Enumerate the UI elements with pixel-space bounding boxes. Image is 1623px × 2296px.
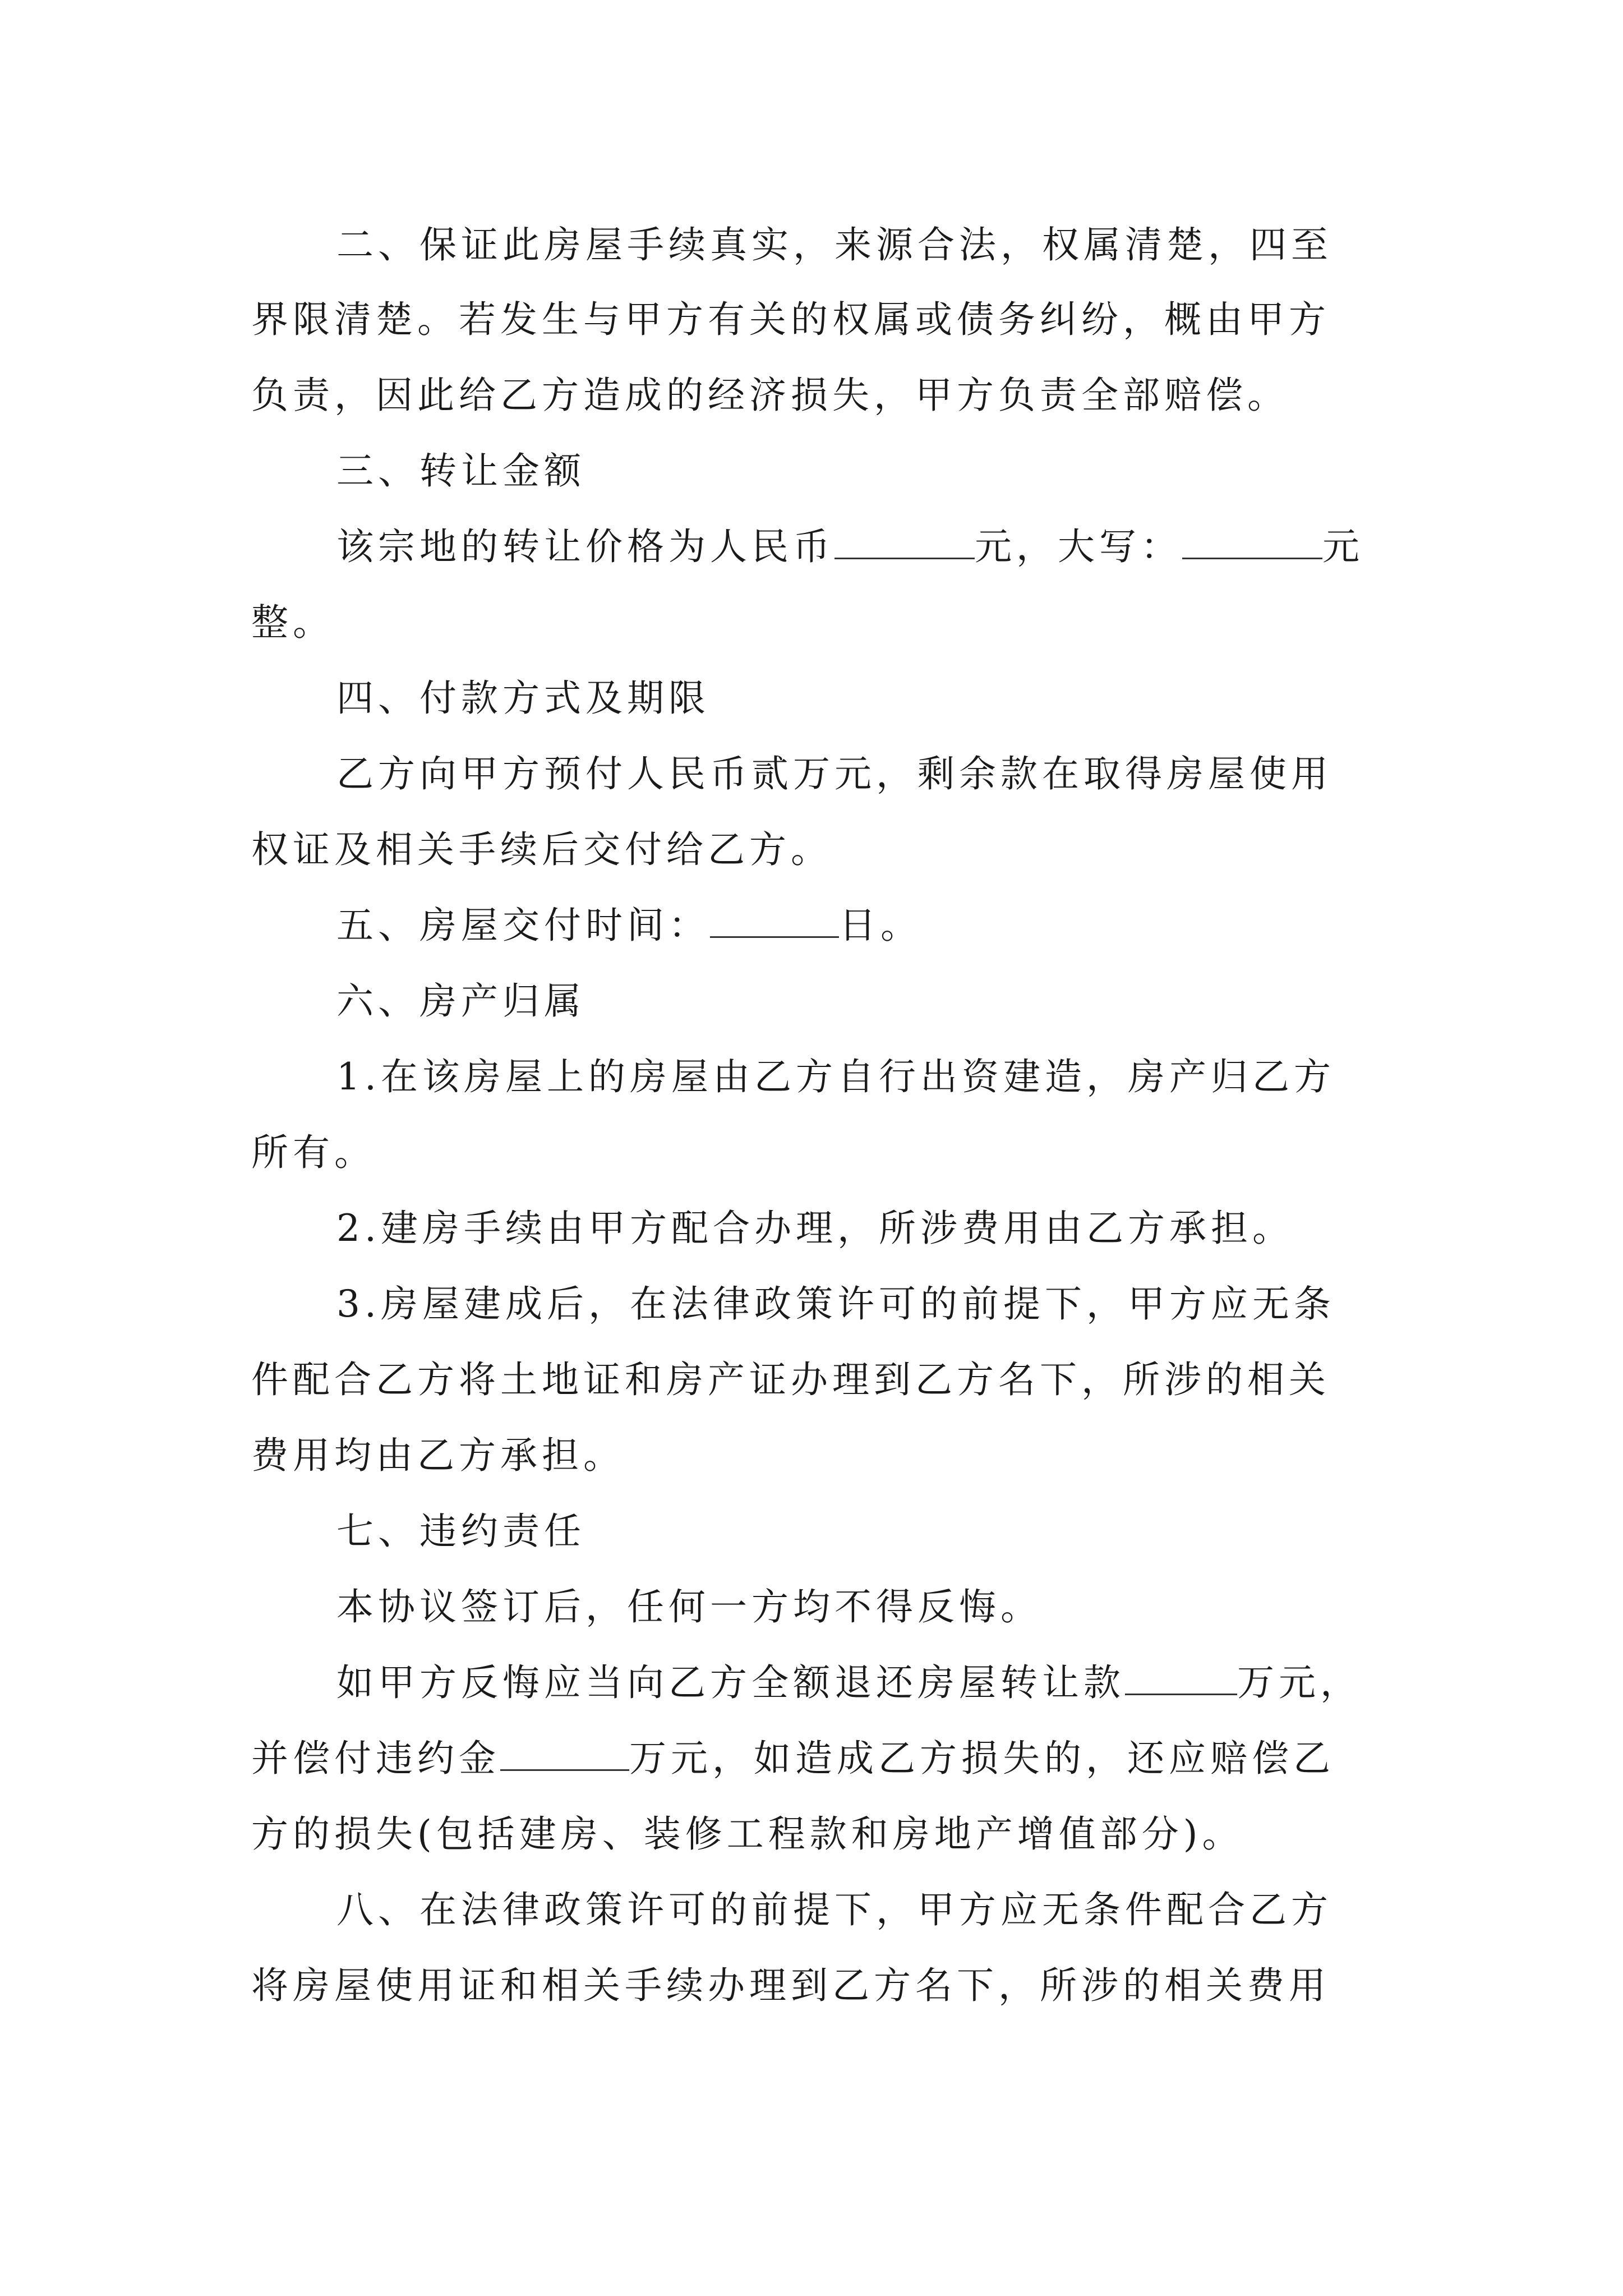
item-3-line-2 [0,1355,1623,1405]
text: 元 [1322,525,1364,568]
item-3-line-1 [0,1279,1623,1329]
text: 四、付款方式及期限 [336,677,710,720]
text: 乙方向甲方预付人民币贰万元，剩余款在取得房屋使用 [336,752,1332,795]
text: 所有。 [251,1131,376,1174]
item-1-line-1 [0,1052,1623,1102]
text: 并偿付违约金 [251,1737,500,1780]
text: 八、在法律政策许可的前提下，甲方应无条件配合乙方 [336,1888,1332,1931]
text: 七、违约责任 [336,1510,585,1553]
breach-line-2 [0,1733,1623,1784]
clause-2-line-3 [0,370,1623,421]
section-8-line-2 [0,1961,1623,2011]
payment-line-1 [0,749,1623,799]
text: 该宗地的转让价格为人民币 [336,525,834,568]
text: 二、保证此房屋手续真实，来源合法，权属清楚，四至 [336,223,1332,266]
section-5-delivery [0,900,1623,951]
text: 权证及相关手续后交付给乙方。 [251,828,832,871]
text: 日。 [839,904,922,947]
text: 整。 [251,601,334,644]
text: 方的损失(包括建房、装修工程款和房地产增值部分)。 [251,1812,1244,1856]
text: 费用均由乙方承担。 [251,1434,625,1477]
delivery-date-blank [710,903,839,938]
refund-amount-blank [1125,1660,1237,1695]
item-3-line-3 [0,1430,1623,1481]
transfer-price-line-2 [0,597,1623,648]
text: 负责，因此给乙方造成的经济损失，甲方负责全部赔偿。 [251,374,1289,417]
price-words-blank [1182,524,1322,559]
section-6-heading [0,976,1623,1027]
item-2 [0,1203,1623,1254]
text: 六、房产归属 [336,979,585,1023]
penalty-amount-blank [500,1736,629,1771]
text: 界限清楚。若发生与甲方有关的权属或债务纠纷，概由甲方 [251,298,1330,341]
transfer-price-line [0,522,1623,572]
text: 2.建房手续由甲方配合办理，所涉费用由乙方承担。 [336,1207,1294,1250]
item-1-line-2 [0,1128,1623,1178]
text: 万元， [1237,1661,1362,1704]
text: 1.在该房屋上的房屋由乙方自行出资建造，房产归乙方 [336,1055,1335,1098]
breach-line-1 [0,1658,1623,1708]
text: 元，大写： [975,525,1182,568]
clause-2-line-1 [0,220,1623,270]
price-number-blank [834,524,975,559]
payment-line-2 [0,825,1623,875]
text: 本协议签订后，任何一方均不得反悔。 [336,1585,1042,1628]
no-regret-line [0,1582,1623,1632]
text: 三、转让金额 [336,449,585,493]
text: 3.房屋建成后，在法律政策许可的前提下，甲方应无条 [336,1282,1335,1326]
section-8-line-1 [0,1885,1623,1935]
section-3-heading [0,446,1623,496]
text: 将房屋使用证和相关手续办理到乙方名下，所涉的相关费用 [251,1964,1330,2007]
text: 如甲方反悔应当向乙方全额退还房屋转让款 [336,1661,1125,1704]
section-7-heading [0,1506,1623,1557]
text: 件配合乙方将土地证和房产证办理到乙方名下，所涉的相关 [251,1358,1330,1401]
section-4-heading [0,673,1623,724]
clause-2-line-2 [0,295,1623,345]
text: 万元，如造成乙方损失的，还应赔偿乙 [629,1737,1335,1780]
text: 五、房屋交付时间： [336,904,710,947]
breach-line-3 [0,1809,1623,1860]
